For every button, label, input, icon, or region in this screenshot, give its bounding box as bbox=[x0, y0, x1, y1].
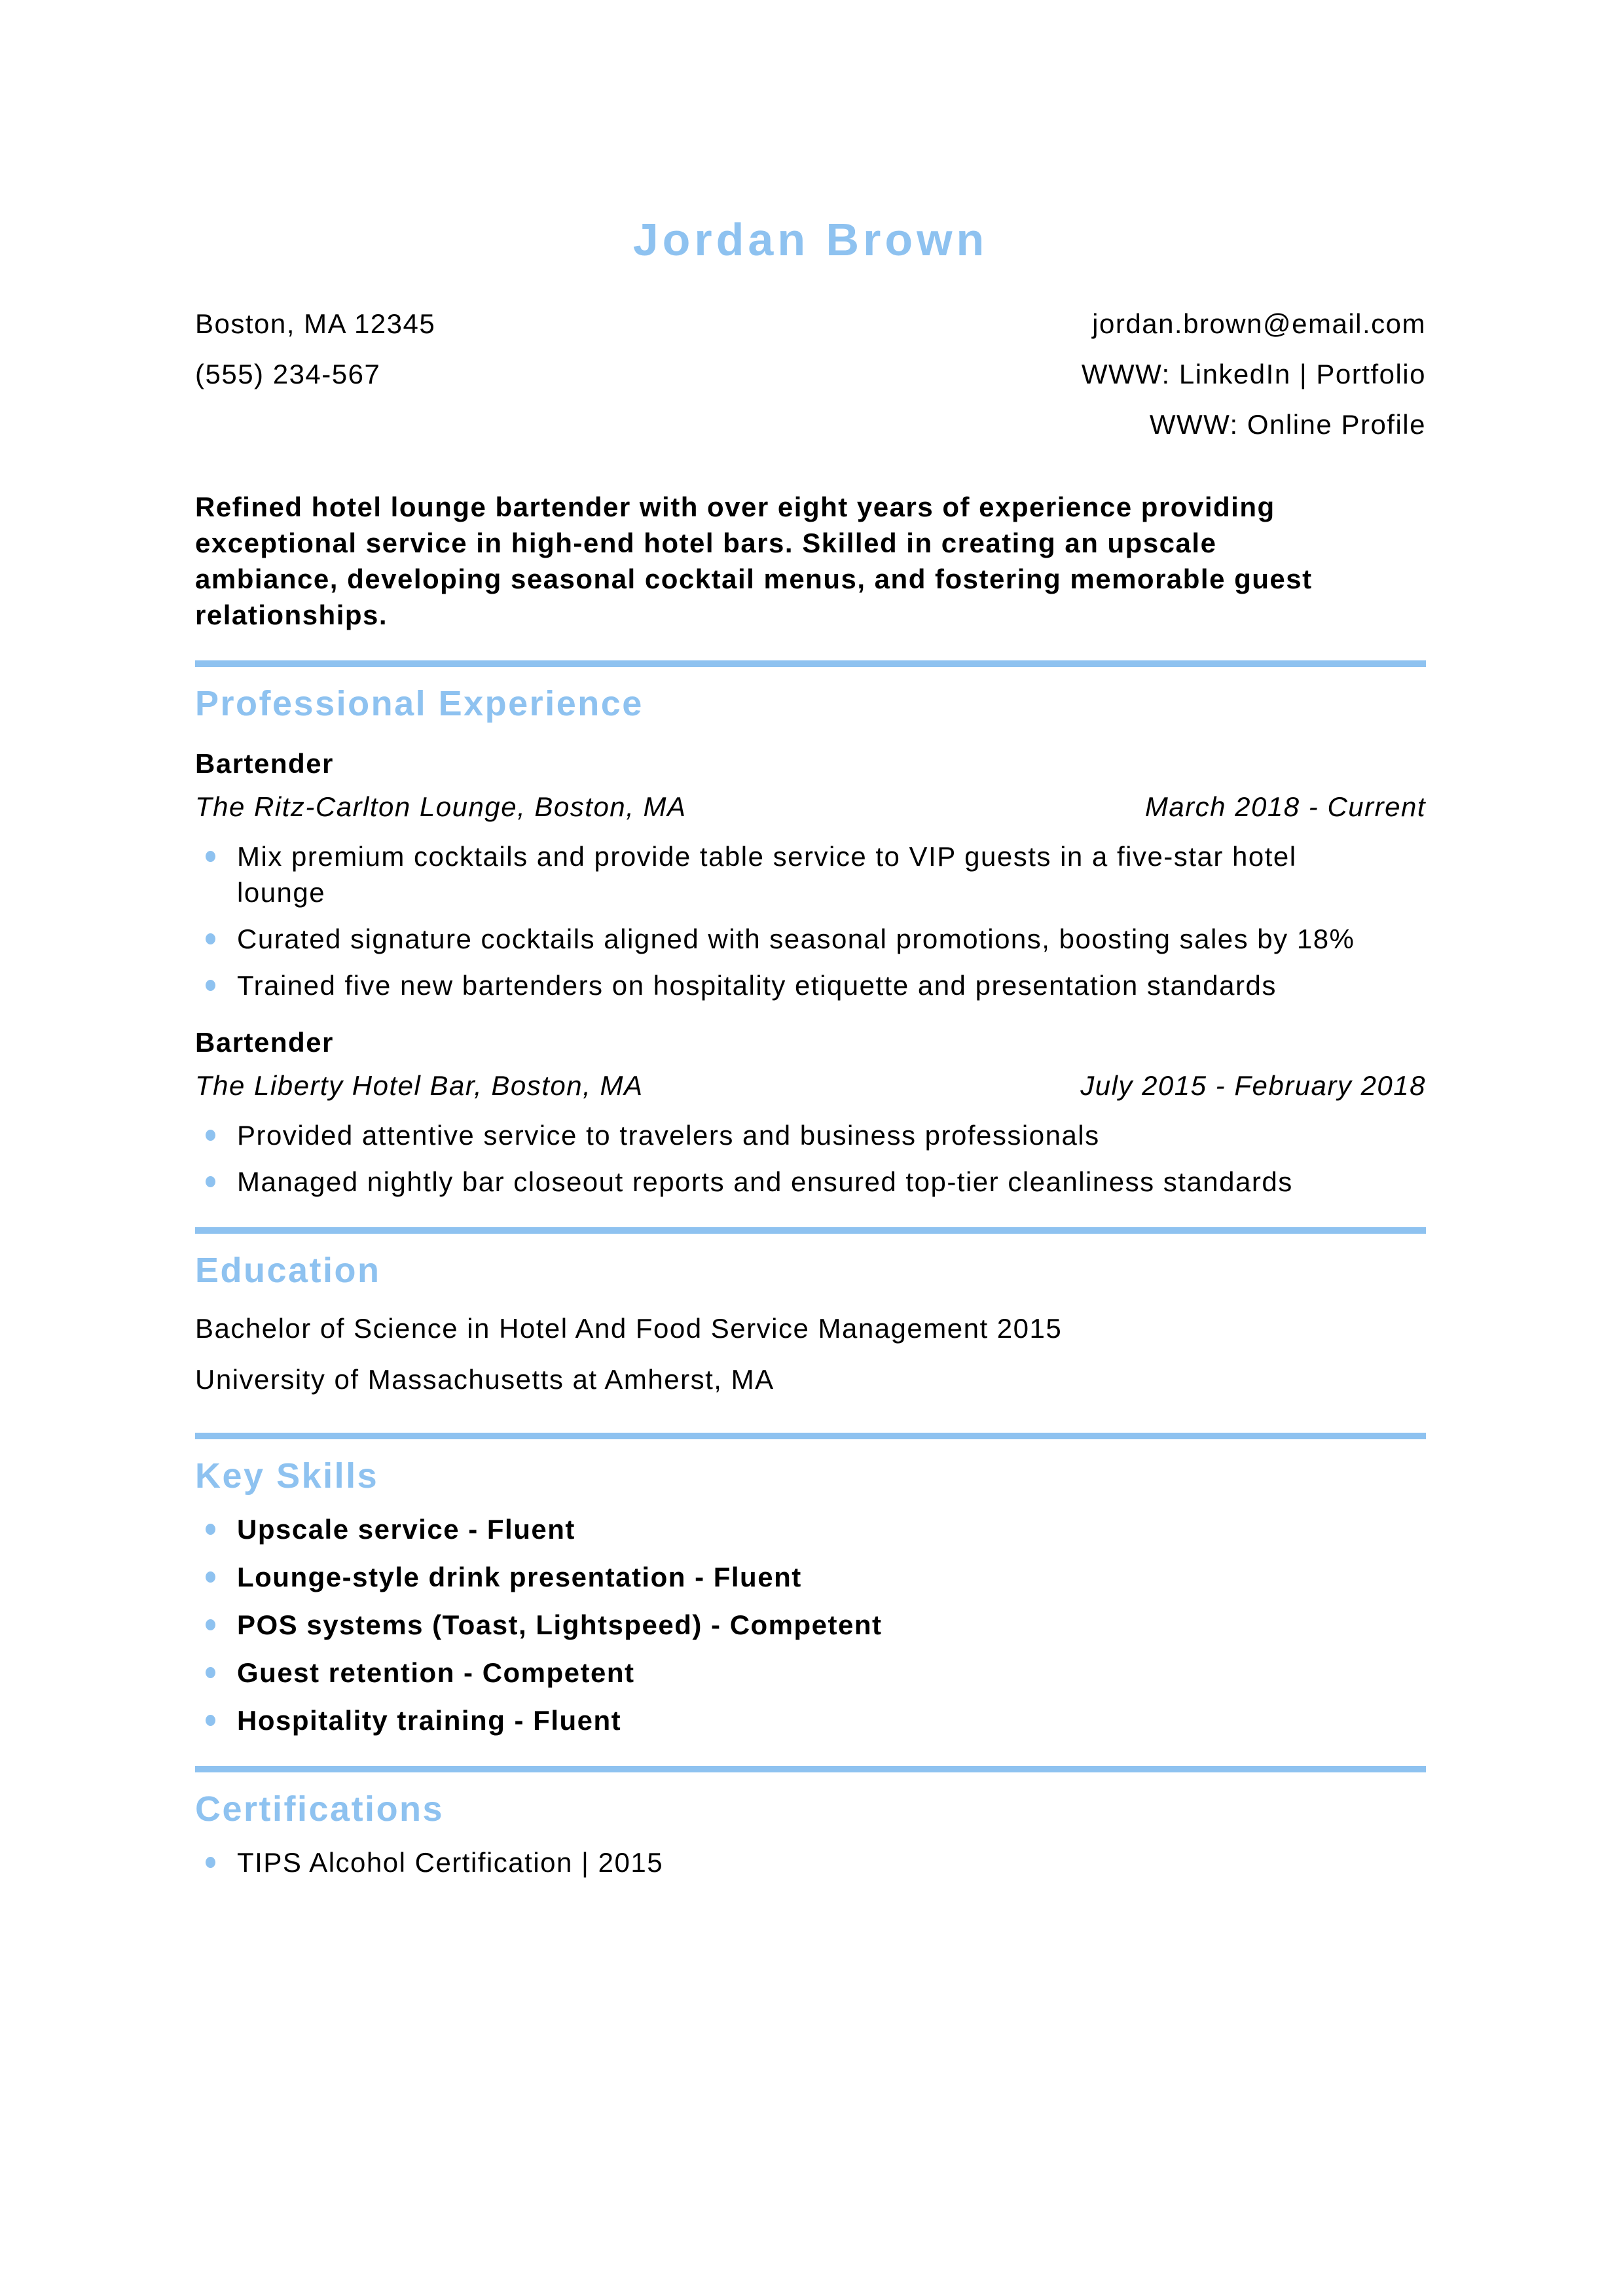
list-item bbox=[195, 921, 1393, 957]
contact-phone: (555) 234-567 bbox=[195, 358, 381, 389]
contact-block bbox=[195, 298, 1426, 450]
job-meta-row bbox=[195, 1069, 1426, 1103]
section-divider bbox=[195, 1766, 1426, 1772]
contact-left-column bbox=[195, 298, 435, 450]
bullet-icon bbox=[206, 1130, 215, 1141]
job-entry bbox=[195, 1026, 1426, 1200]
bullet-icon bbox=[206, 933, 215, 944]
contact-location: Boston, MA 12345 bbox=[195, 308, 436, 339]
job-bullet-list bbox=[195, 1117, 1426, 1200]
job-company: The Liberty Hotel Bar, Boston, MA bbox=[195, 1069, 644, 1101]
skill-text: Lounge-style drink presentation - Fluent bbox=[237, 1561, 802, 1592]
bullet-icon bbox=[206, 1857, 215, 1868]
skill-text: POS systems (Toast, Lightspeed) - Competent bbox=[237, 1609, 883, 1640]
section-divider bbox=[195, 660, 1426, 667]
contact-link-online-profile: WWW: Online Profile bbox=[1149, 408, 1426, 440]
list-item bbox=[195, 967, 1393, 1003]
contact-links-linkedin-portfolio: WWW: LinkedIn | Portfolio bbox=[1081, 358, 1426, 389]
section-heading-key-skills: Key Skills bbox=[195, 1456, 379, 1496]
bullet-icon bbox=[206, 1715, 215, 1726]
section-divider bbox=[195, 1433, 1426, 1439]
certifications-list bbox=[195, 1844, 1426, 1880]
skill-text: Upscale service - Fluent bbox=[237, 1513, 575, 1545]
bullet-icon bbox=[206, 1176, 215, 1187]
skill-text: Hospitality training - Fluent bbox=[237, 1704, 622, 1736]
bullet-icon bbox=[206, 1571, 215, 1583]
bullet-icon bbox=[206, 980, 215, 991]
contact-right-column bbox=[1082, 298, 1426, 450]
list-item bbox=[195, 1655, 1393, 1691]
job-entry bbox=[195, 747, 1426, 1003]
list-item bbox=[195, 1702, 1393, 1738]
bullet-icon bbox=[206, 1524, 215, 1535]
skills-list bbox=[195, 1511, 1426, 1738]
job-meta-row bbox=[195, 790, 1426, 824]
contact-email: jordan.brown@email.com bbox=[1092, 308, 1426, 339]
job-title: Bartender bbox=[195, 1026, 334, 1058]
education-school: University of Massachusetts at Amherst, MA bbox=[195, 1363, 775, 1395]
list-item bbox=[195, 1164, 1393, 1200]
bullet-text: Curated signature cocktails aligned with seasonal promotions, boosting sales by 18% bbox=[237, 923, 1355, 954]
list-item bbox=[195, 1559, 1393, 1595]
professional-summary: Refined hotel lounge bartender with over eight years of experience providing exceptional service in high-end hotel bars. Skilled in creating an upscale ambiance, developing seasonal cocktail menus, and fostering memorable guest relationships. bbox=[195, 491, 1313, 630]
bullet-icon bbox=[206, 1667, 215, 1678]
section-heading-professional-experience: Professional Experience bbox=[195, 683, 644, 723]
list-item bbox=[195, 1117, 1393, 1153]
resume-name: Jordan Brown bbox=[632, 214, 989, 265]
bullet-text: Managed nightly bar closeout reports and ensured top-tier cleanliness standards bbox=[237, 1166, 1293, 1197]
list-item bbox=[195, 1511, 1393, 1547]
job-company: The Ritz-Carlton Lounge, Boston, MA bbox=[195, 791, 687, 822]
bullet-text: Provided attentive service to travelers and business professionals bbox=[237, 1119, 1100, 1151]
job-dates: July 2015 - February 2018 bbox=[1080, 1069, 1426, 1101]
job-dates: March 2018 - Current bbox=[1144, 791, 1426, 822]
bullet-text: Mix premium cocktails and provide table service to VIP guests in a five-star hotel lounge bbox=[237, 840, 1297, 908]
list-item bbox=[195, 1607, 1393, 1643]
section-heading-certifications: Certifications bbox=[195, 1789, 445, 1829]
bullet-text: Trained five new bartenders on hospitality etiquette and presentation standards bbox=[237, 969, 1277, 1001]
education-degree: Bachelor of Science in Hotel And Food Service Management 2015 bbox=[195, 1312, 1063, 1344]
section-divider bbox=[195, 1227, 1426, 1234]
job-title: Bartender bbox=[195, 747, 334, 779]
bullet-icon bbox=[206, 1619, 215, 1630]
list-item bbox=[195, 838, 1393, 910]
job-bullet-list bbox=[195, 838, 1426, 1003]
skill-text: Guest retention - Competent bbox=[237, 1657, 635, 1688]
section-heading-education: Education bbox=[195, 1250, 381, 1290]
certification-text: TIPS Alcohol Certification | 2015 bbox=[237, 1846, 664, 1878]
bullet-icon bbox=[206, 851, 215, 862]
education-entry bbox=[195, 1303, 1426, 1405]
list-item bbox=[195, 1844, 1393, 1880]
